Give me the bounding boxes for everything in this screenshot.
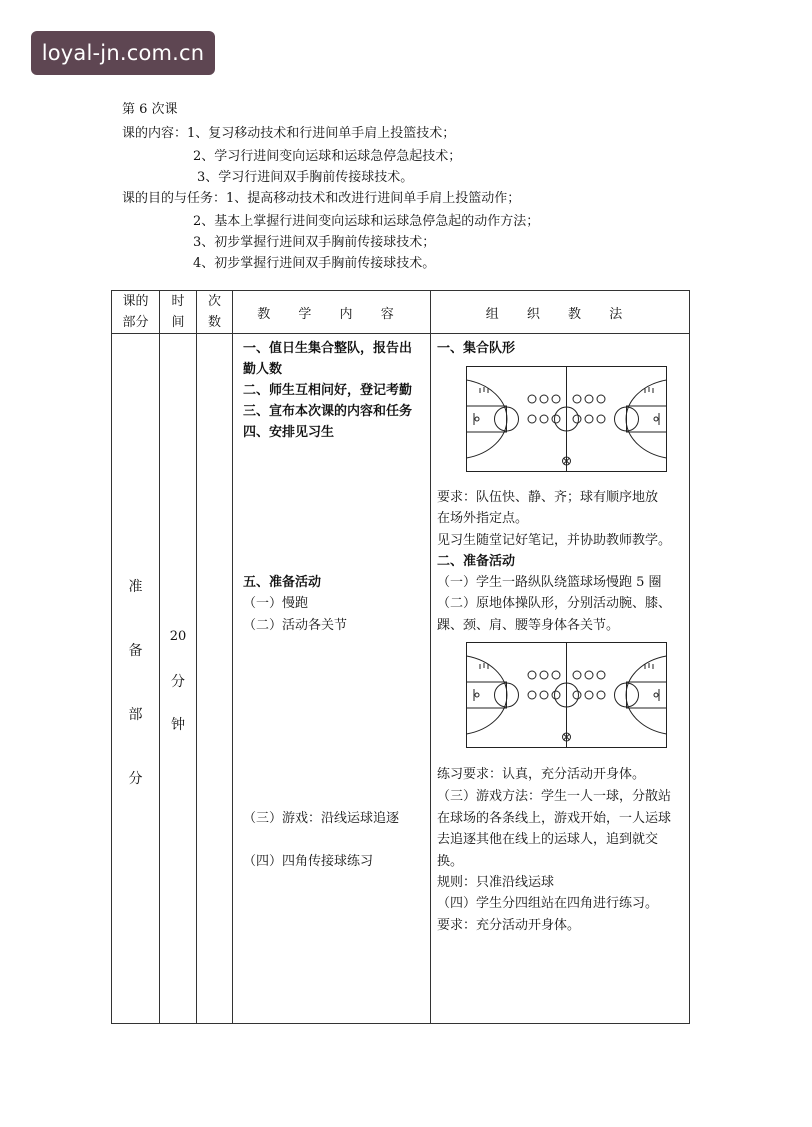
method-line: 要求：充分活动开身体。	[437, 918, 581, 933]
method-line: 要求：队伍快、静、齐；球有顺序地放	[437, 490, 659, 505]
content-label: 课的内容：	[122, 126, 188, 141]
content-line: （二）活动各关节	[243, 618, 348, 633]
method-line: （二）原地体操队形，分别活动腕、膝、	[437, 596, 672, 611]
goals-line-1	[122, 187, 520, 206]
content-line: （四）四角传接球练习	[243, 854, 374, 869]
content-line: 四、安排见习生	[243, 425, 335, 440]
method-line: 二、准备活动	[437, 554, 516, 569]
part-char: 备	[128, 643, 143, 659]
part-char: 准	[128, 579, 143, 595]
method-line: 换。	[437, 854, 464, 869]
goals-label: 课的目的与任务：	[122, 191, 227, 206]
method-line: 一、集合队形	[437, 341, 516, 356]
basketball-court-diagram	[466, 366, 667, 472]
content-line: 一、值日生集合整队，报告出	[243, 341, 413, 356]
content-line: 五、准备活动	[243, 575, 322, 590]
basketball-court-diagram	[466, 642, 667, 748]
header-part: 课的 部分	[112, 291, 160, 334]
header-method: 组 织 教 法	[431, 291, 690, 334]
content-line: 三、宣布本次课的内容和任务	[243, 404, 413, 419]
content-item: 3、学习行进间双手胸前传接球技术。	[197, 170, 414, 185]
watermark: loyal-jn.com.cn	[31, 31, 215, 75]
content-line: （三）游戏：沿线运球追逐	[243, 811, 400, 826]
header-time: 时 间	[160, 291, 197, 334]
method-cell	[431, 334, 690, 1024]
method-line: （一）学生一路纵队绕篮球场慢跑 5 圈	[437, 575, 662, 590]
content-cell	[233, 334, 431, 1024]
time-char: 钟	[171, 717, 185, 733]
lesson-title: 第 6 次课	[122, 102, 178, 117]
method-line: 规则：只准沿线运球	[437, 875, 555, 890]
court-1-svg	[466, 366, 667, 472]
content-line-1	[122, 122, 455, 141]
content-item: 2、学习行进间变向运球和运球急停急起技术；	[193, 149, 462, 164]
part-char: 分	[128, 771, 143, 787]
content-item: 1、复习移动技术和行进间单手肩上投篮技术；	[187, 126, 456, 141]
part-char: 部	[128, 707, 143, 723]
header-content: 教 学 内 容	[233, 291, 431, 334]
goals-item: 3、初步掌握行进间双手胸前传接球技术；	[193, 235, 436, 250]
time-char: 20	[169, 629, 187, 644]
method-line: 去追逐其他在线上的运球人，追到就交	[437, 832, 659, 847]
method-line: 踝、颈、肩、腰等身体各关节。	[437, 618, 620, 633]
goals-item: 2、基本上掌握行进间变向运球和运球急停急起的动作方法；	[193, 214, 540, 229]
goals-item: 4、初步掌握行进间双手胸前传接球技术。	[193, 256, 436, 271]
content-line: 勤人数	[243, 362, 283, 377]
court-2-svg	[466, 642, 667, 748]
method-line: 见习生随堂记好笔记，并协助教师教学。	[437, 533, 672, 548]
method-line: （三）游戏方法：学生一人一球，分散站	[437, 789, 672, 804]
method-line: 练习要求：认真，充分活动开身体。	[437, 767, 646, 782]
count-cell	[197, 334, 233, 1024]
table-row	[112, 334, 690, 1024]
content-line: （一）慢跑	[243, 596, 309, 611]
method-line: 在球场的各条线上，游戏开始，一人运球	[437, 811, 672, 826]
goals-item: 1、提高移动技术和改进行进间单手肩上投篮动作；	[226, 191, 521, 206]
content-line: 二、师生互相问好，登记考勤	[243, 383, 413, 398]
part-cell	[112, 334, 160, 1024]
method-line: 在场外指定点。	[437, 511, 529, 526]
method-line: （四）学生分四组站在四角进行练习。	[437, 896, 659, 911]
header-count: 次 数	[197, 291, 233, 334]
time-char: 分	[171, 674, 185, 690]
lesson-plan-table	[111, 290, 690, 1024]
table-header-row	[112, 291, 690, 334]
time-cell	[160, 334, 197, 1024]
